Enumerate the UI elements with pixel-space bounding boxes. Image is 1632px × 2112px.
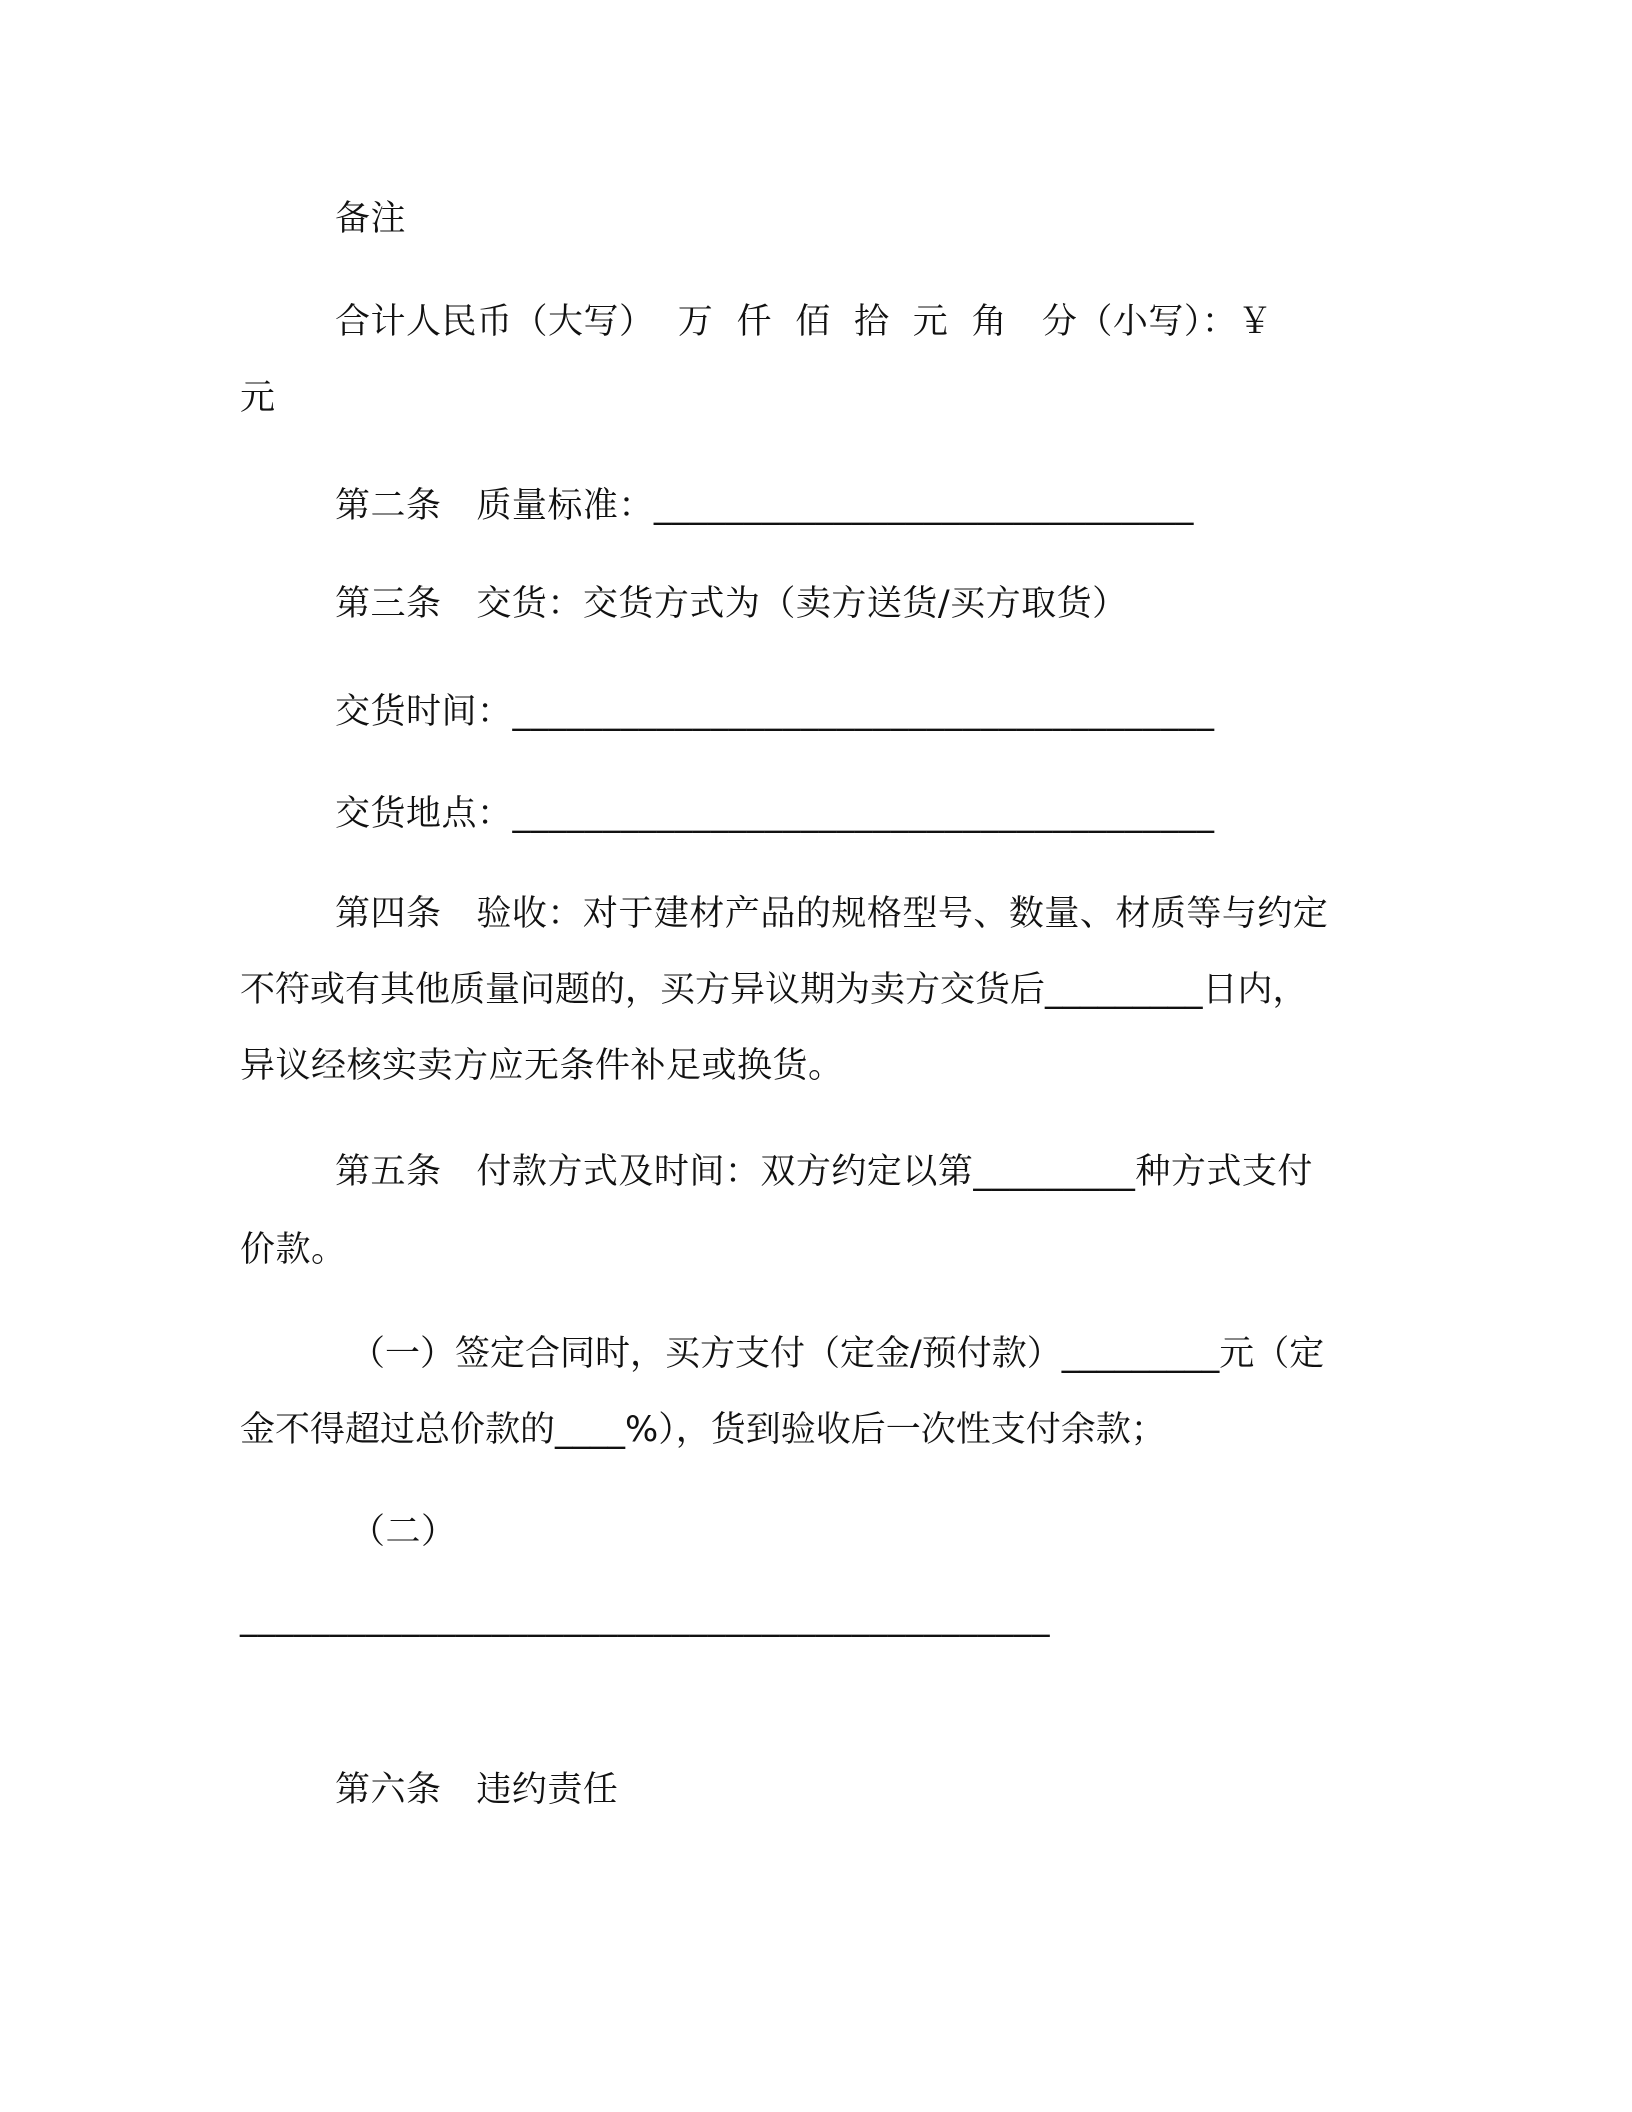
article-5-line-2: 价款。 [240,1230,347,1270]
delivery-place-field: 交货地点：_______________________________________ [335,794,1215,834]
delivery-time-field: 交货时间：_______________________________________ [335,692,1215,732]
article-3-delivery: 第三条 交货：交货方式为（卖方送货/买方取货） [335,584,1128,624]
article-5-line-1: 第五条 付款方式及时间：双方约定以第_________种方式支付 [335,1152,1313,1192]
total-amount-unit: 元 [240,378,276,418]
article-2-quality-standard: 第二条 质量标准：______________________________ [335,486,1194,526]
total-amount-line: 合计人民币（大写） 万 仟 佰 拾 元 角 分（小写）：￥ [335,302,1273,342]
payment-item-1-line-1: （一）签定合同时，买方支付（定金/预付款）_________元（定 [350,1334,1325,1374]
article-4-line-3: 异议经核实卖方应无条件补足或换货。 [240,1046,844,1086]
payment-item-2-label: （二） [350,1512,457,1552]
article-4-line-1: 第四条 验收：对于建材产品的规格型号、数量、材质等与约定 [335,894,1329,934]
payment-item-1-line-2: 金不得超过总价款的____%），货到验收后一次性支付余款； [240,1410,1166,1450]
payment-item-2-blank: _____________________________________________ [240,1598,1050,1638]
article-6-breach-liability: 第六条 违约责任 [335,1770,619,1810]
article-4-line-2: 不符或有其他质量问题的，买方异议期为卖方交货后_________日内， [240,970,1308,1010]
remark-label: 备注 [335,199,407,239]
